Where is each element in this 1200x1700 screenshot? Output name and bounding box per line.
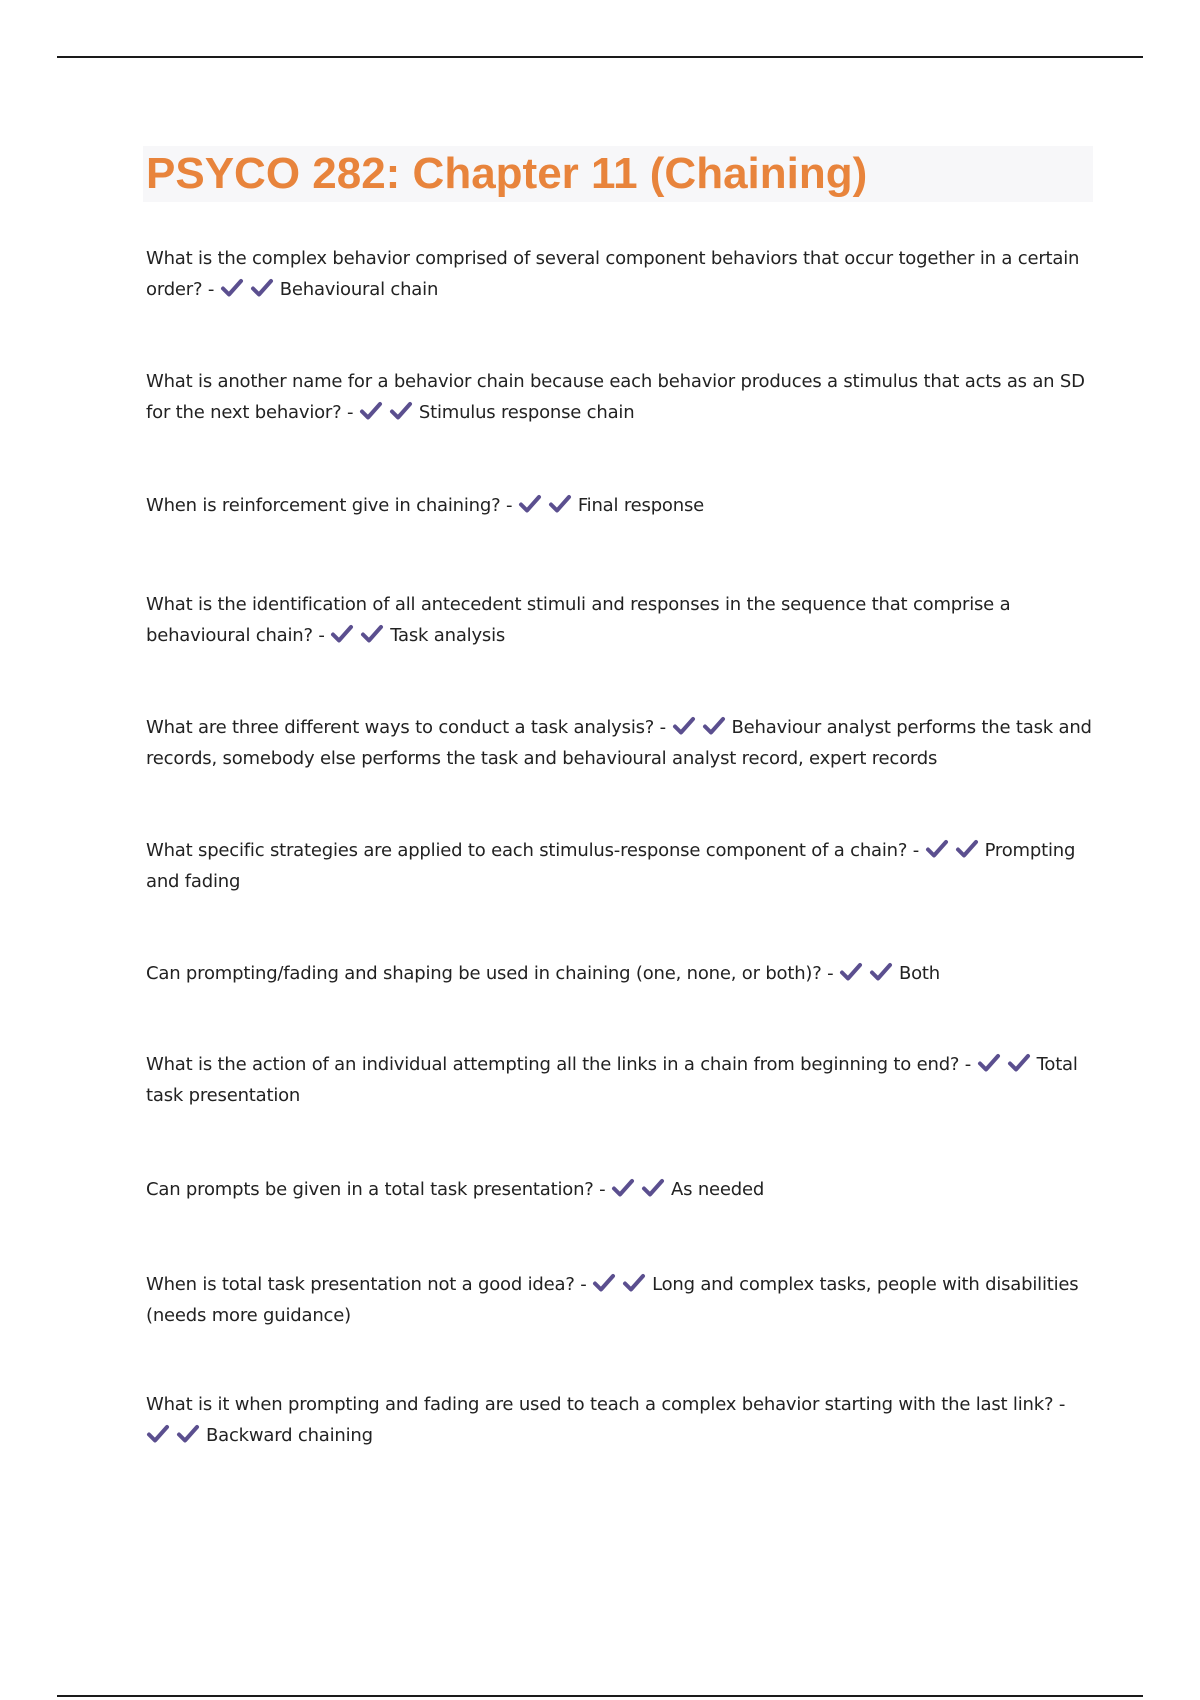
question-text: What is another name for a behavior chain because each behavior produces a stimulus that acts as an SD for the next behavior? [146,371,1085,423]
qa-item [146,243,1096,305]
question-text: When is reinforcement give in chaining? [146,495,501,516]
answer-text: Behaviour analyst performs the task and records, somebody else performs the task and behavioural analyst record, expert records [146,717,1092,769]
answer-text: Backward chaining [206,1425,373,1446]
checkmark-icon [977,1053,1001,1073]
checkmark-icon [389,401,413,421]
qa-item [146,366,1096,428]
question-text: Can prompts be given in a total task presentation? [146,1179,594,1200]
checkmark-icon [1007,1053,1031,1073]
answer-text: Total task presentation [146,1054,1078,1106]
separator: - [341,402,354,423]
checkmark-icon [955,839,979,859]
checkmark-icon [641,1178,665,1198]
qa-item [146,1269,1096,1331]
separator: - [654,717,666,738]
checkmark-icon [592,1273,616,1293]
checkmark-icon [518,494,542,514]
answer-text: As needed [671,1179,765,1200]
qa-item [146,1174,1096,1205]
checkmark-icon [622,1273,646,1293]
checkmark-icon [220,278,244,298]
checkmark-icon [702,716,726,736]
question-text: What is it when prompting and fading are used to teach a complex behavior starting with the last link? [146,1394,1054,1415]
answer-text: Task analysis [390,625,506,646]
qa-item [146,712,1096,774]
question-text: Can prompting/fading and shaping be used in chaining (one, none, or both)? [146,963,822,984]
checkmark-icon [250,278,274,298]
answer-text: Both [898,963,940,984]
answer-text: Prompting and fading [146,840,1076,892]
separator: - [593,1179,606,1200]
answer-text: Long and complex tasks, people with disabilities (needs more guidance) [146,1274,1079,1326]
separator: - [907,840,920,861]
separator: - [312,625,325,646]
qa-item [146,589,1096,651]
checkmark-icon [611,1178,635,1198]
question-text: When is total task presentation not a good idea? [146,1274,575,1295]
question-text: What is the identification of all antecedent stimuli and responses in the sequence that comprise a behavioural chain? [146,594,1011,646]
checkmark-icon [672,716,696,736]
separator: - [821,963,834,984]
page-title: PSYCO 282: Chapter 11 (Chaining) [146,149,868,198]
qa-item [146,835,1096,897]
checkmark-icon [359,401,383,421]
qa-item [146,1389,1096,1451]
question-text: What specific strategies are applied to each stimulus-response component of a chain? [146,840,908,861]
separator: - [959,1054,972,1075]
checkmark-icon [360,624,384,644]
separator: - [1053,1394,1066,1415]
qa-item [146,490,1096,521]
checkmark-icon [548,494,572,514]
answer-text: Final response [577,495,704,516]
checkmark-icon [330,624,354,644]
question-text: What are three different ways to conduct a task analysis? [146,717,655,738]
checkmark-icon [146,1424,170,1444]
separator: - [500,495,513,516]
qa-item [146,958,1096,989]
question-text: What is the action of an individual attempting all the links in a chain from beginning to end? [146,1054,960,1075]
checkmark-icon [925,839,949,859]
checkmark-icon [176,1424,200,1444]
answer-text: Behavioural chain [279,279,439,300]
checkmark-icon [839,962,863,982]
separator: - [202,279,215,300]
top-rule [57,56,1143,58]
separator: - [574,1274,587,1295]
bottom-rule [57,1695,1143,1697]
question-text: What is the complex behavior comprised of several component behaviors that occur together in a certain order? [146,248,1080,300]
qa-item [146,1049,1096,1111]
checkmark-icon [869,962,893,982]
answer-text: Stimulus response chain [418,402,635,423]
